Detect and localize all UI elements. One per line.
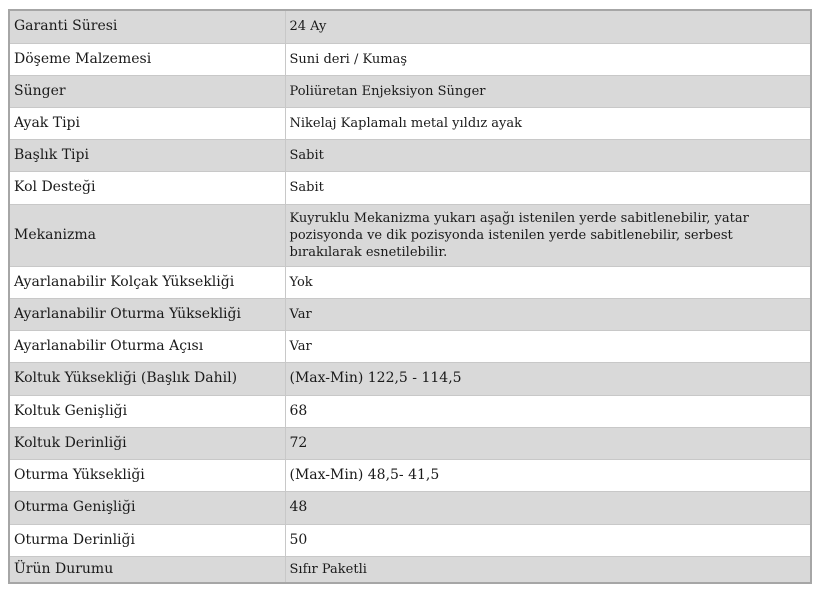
table-row (9, 10, 811, 43)
row-value: Yok (285, 266, 811, 298)
row-value: (Max-Min) 122,5 - 114,5 (285, 362, 811, 395)
table-row (9, 43, 811, 75)
row-value: 68 (285, 395, 811, 427)
row-label: Döşeme Malzemesi (9, 43, 285, 75)
table-row (9, 427, 811, 459)
row-value: 72 (285, 427, 811, 459)
row-label: Garanti Süresi (9, 10, 285, 43)
table-row (9, 556, 811, 583)
table-row (9, 107, 811, 139)
table-row (9, 204, 811, 266)
row-label: Ayarlanabilir Oturma Yüksekliği (9, 298, 285, 330)
row-value: 50 (285, 524, 811, 556)
row-label: Ürün Durumu (9, 556, 285, 583)
table-row (9, 171, 811, 204)
row-label: Kol Desteği (9, 171, 285, 204)
table-row (9, 75, 811, 107)
table-row (9, 266, 811, 298)
row-label: Oturma Yüksekliği (9, 459, 285, 491)
row-label: Oturma Genişliği (9, 491, 285, 524)
row-label: Başlık Tipi (9, 139, 285, 171)
row-label: Koltuk Yüksekliği (Başlık Dahil) (9, 362, 285, 395)
row-value: (Max-Min) 48,5- 41,5 (285, 459, 811, 491)
table-row (9, 298, 811, 330)
table-row (9, 139, 811, 171)
row-value: Sabit (285, 139, 811, 171)
row-value: 48 (285, 491, 811, 524)
row-value: Var (285, 298, 811, 330)
row-value: Var (285, 330, 811, 362)
row-value: Poliüretan Enjeksiyon Sünger (285, 75, 811, 107)
row-value: Suni deri / Kumaş (285, 43, 811, 75)
row-label: Sünger (9, 75, 285, 107)
row-label: Ayarlanabilir Kolçak Yüksekliği (9, 266, 285, 298)
row-value: Nikelaj Kaplamalı metal yıldız ayak (285, 107, 811, 139)
row-label: Mekanizma (9, 204, 285, 266)
row-label: Ayak Tipi (9, 107, 285, 139)
row-value: Sabit (285, 171, 811, 204)
table-row (9, 459, 811, 491)
spec-table (8, 9, 812, 584)
row-label: Oturma Derinliği (9, 524, 285, 556)
row-label: Koltuk Derinliği (9, 427, 285, 459)
table-row (9, 524, 811, 556)
row-value: Sıfır Paketli (285, 556, 811, 583)
row-value: 24 Ay (285, 10, 811, 43)
row-value: Kuyruklu Mekanizma yukarı aşağı istenilen yerde sabitlenebilir, yatar pozisyonda ve dik pozisyonda istenilen yerde sabitlenebilir, serbest bırakılarak esnetilebilir. (285, 204, 811, 266)
row-label: Ayarlanabilir Oturma Açısı (9, 330, 285, 362)
table-row (9, 395, 811, 427)
table-row (9, 491, 811, 524)
row-label: Koltuk Genişliği (9, 395, 285, 427)
table-row (9, 330, 811, 362)
table-row (9, 362, 811, 395)
